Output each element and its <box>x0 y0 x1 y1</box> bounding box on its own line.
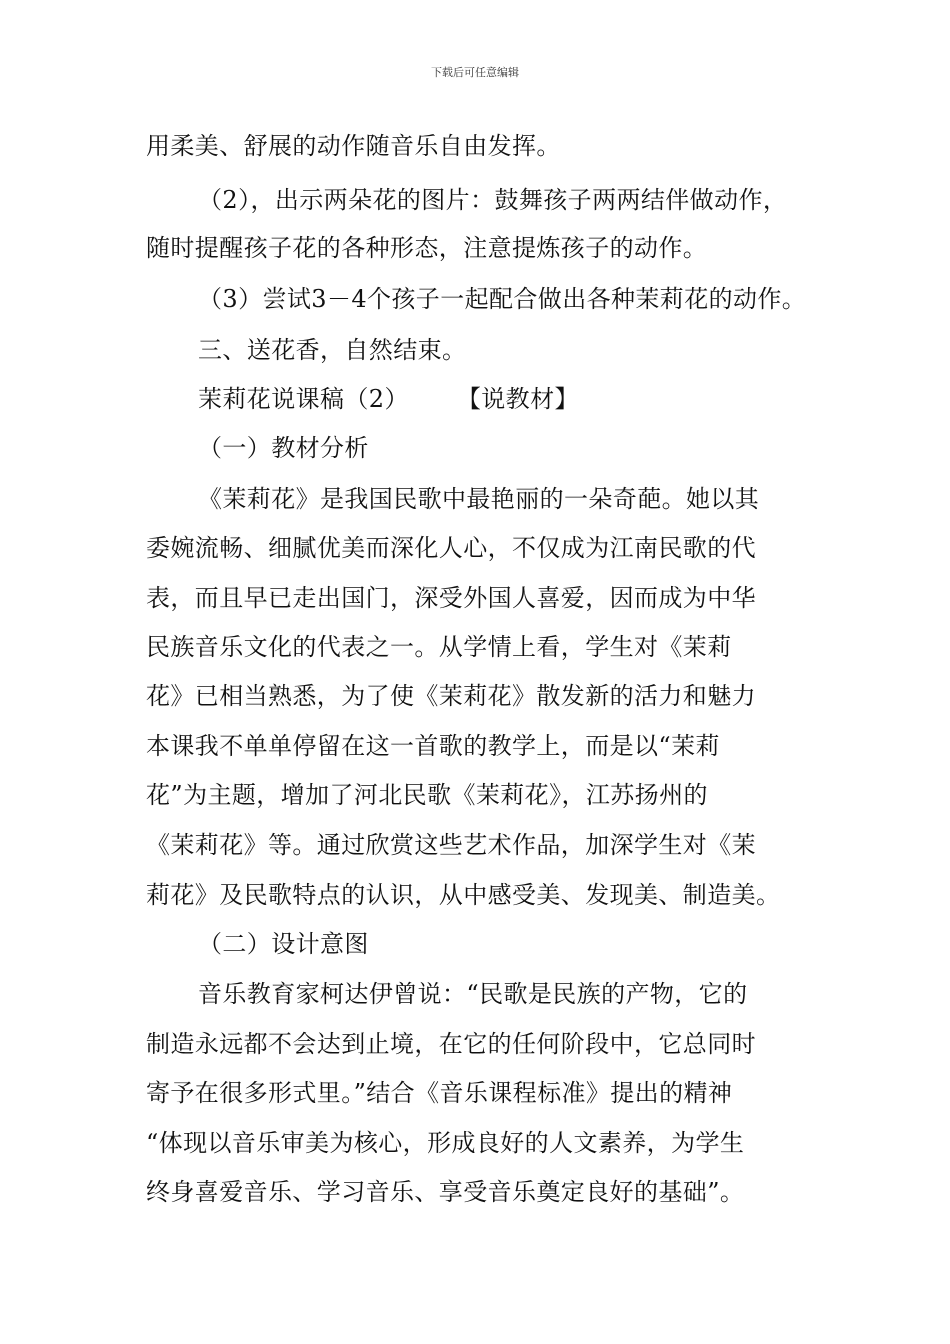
text-line: 寄予在很多形式里。”结合《音乐课程标准》提出的精神 <box>146 1079 733 1107</box>
section-heading: （一）教材分析 <box>198 434 369 462</box>
page-header: 下载后可任意编辑 <box>431 66 519 79</box>
section-heading: （二）设计意图 <box>198 930 369 958</box>
text-line: 用柔美、舒展的动作随音乐自由发挥。 <box>146 132 561 160</box>
text-line: 《茉莉花》等。通过欣赏这些艺术作品，加深学生对《茉 <box>146 831 756 859</box>
title-text: 茉莉花说课稿（2） <box>198 385 409 413</box>
text-line: 表，而且早已走出国门，深受外国人喜爱，因而成为中华 <box>146 584 756 612</box>
text-line: 委婉流畅、细腻优美而深化人心，不仅成为江南民歌的代 <box>146 534 756 562</box>
section-heading: 三、送花香，自然结束。 <box>198 336 467 364</box>
text-line: 花”为主题，增加了河北民歌《茉莉花》，江苏扬州的 <box>146 781 708 809</box>
text-line: 制造永远都不会达到止境，在它的任何阶段中，它总同时 <box>146 1030 756 1058</box>
text-line: 音乐教育家柯达伊曾说：“民歌是民族的产物，它的 <box>198 980 748 1008</box>
text-line: 《茉莉花》是我国民歌中最艳丽的一朵奇葩。她以其 <box>198 485 760 513</box>
text-line: （2），出示两朵花的图片：鼓舞孩子两两结伴做动作， <box>198 186 788 214</box>
text-line: 随时提醒孩子花的各种形态，注意提炼孩子的动作。 <box>146 234 708 262</box>
text-line: 民族音乐文化的代表之一。从学情上看，学生对《茉莉 <box>146 633 732 661</box>
text-line: 本课我不单单停留在这一首歌的教学上，而是以“茉莉 <box>146 732 720 760</box>
text-line: “体现以音乐审美为核心，形成良好的人文素养，为学生 <box>146 1129 745 1157</box>
text-line: 终身喜爱音乐、学习音乐、享受音乐奠定良好的基础”。 <box>146 1178 745 1206</box>
subsection-label: 【说教材】 <box>468 385 579 413</box>
text-line: 莉花》及民歌特点的认识，从中感受美、发现美、制造美。 <box>146 881 781 909</box>
text-line: （3）尝试3－4个孩子一起配合做出各种茉莉花的动作。 <box>198 285 807 313</box>
document-title <box>198 384 888 414</box>
text-line: 花》已相当熟悉，为了使《茉莉花》散发新的活力和魅力 <box>146 682 756 710</box>
